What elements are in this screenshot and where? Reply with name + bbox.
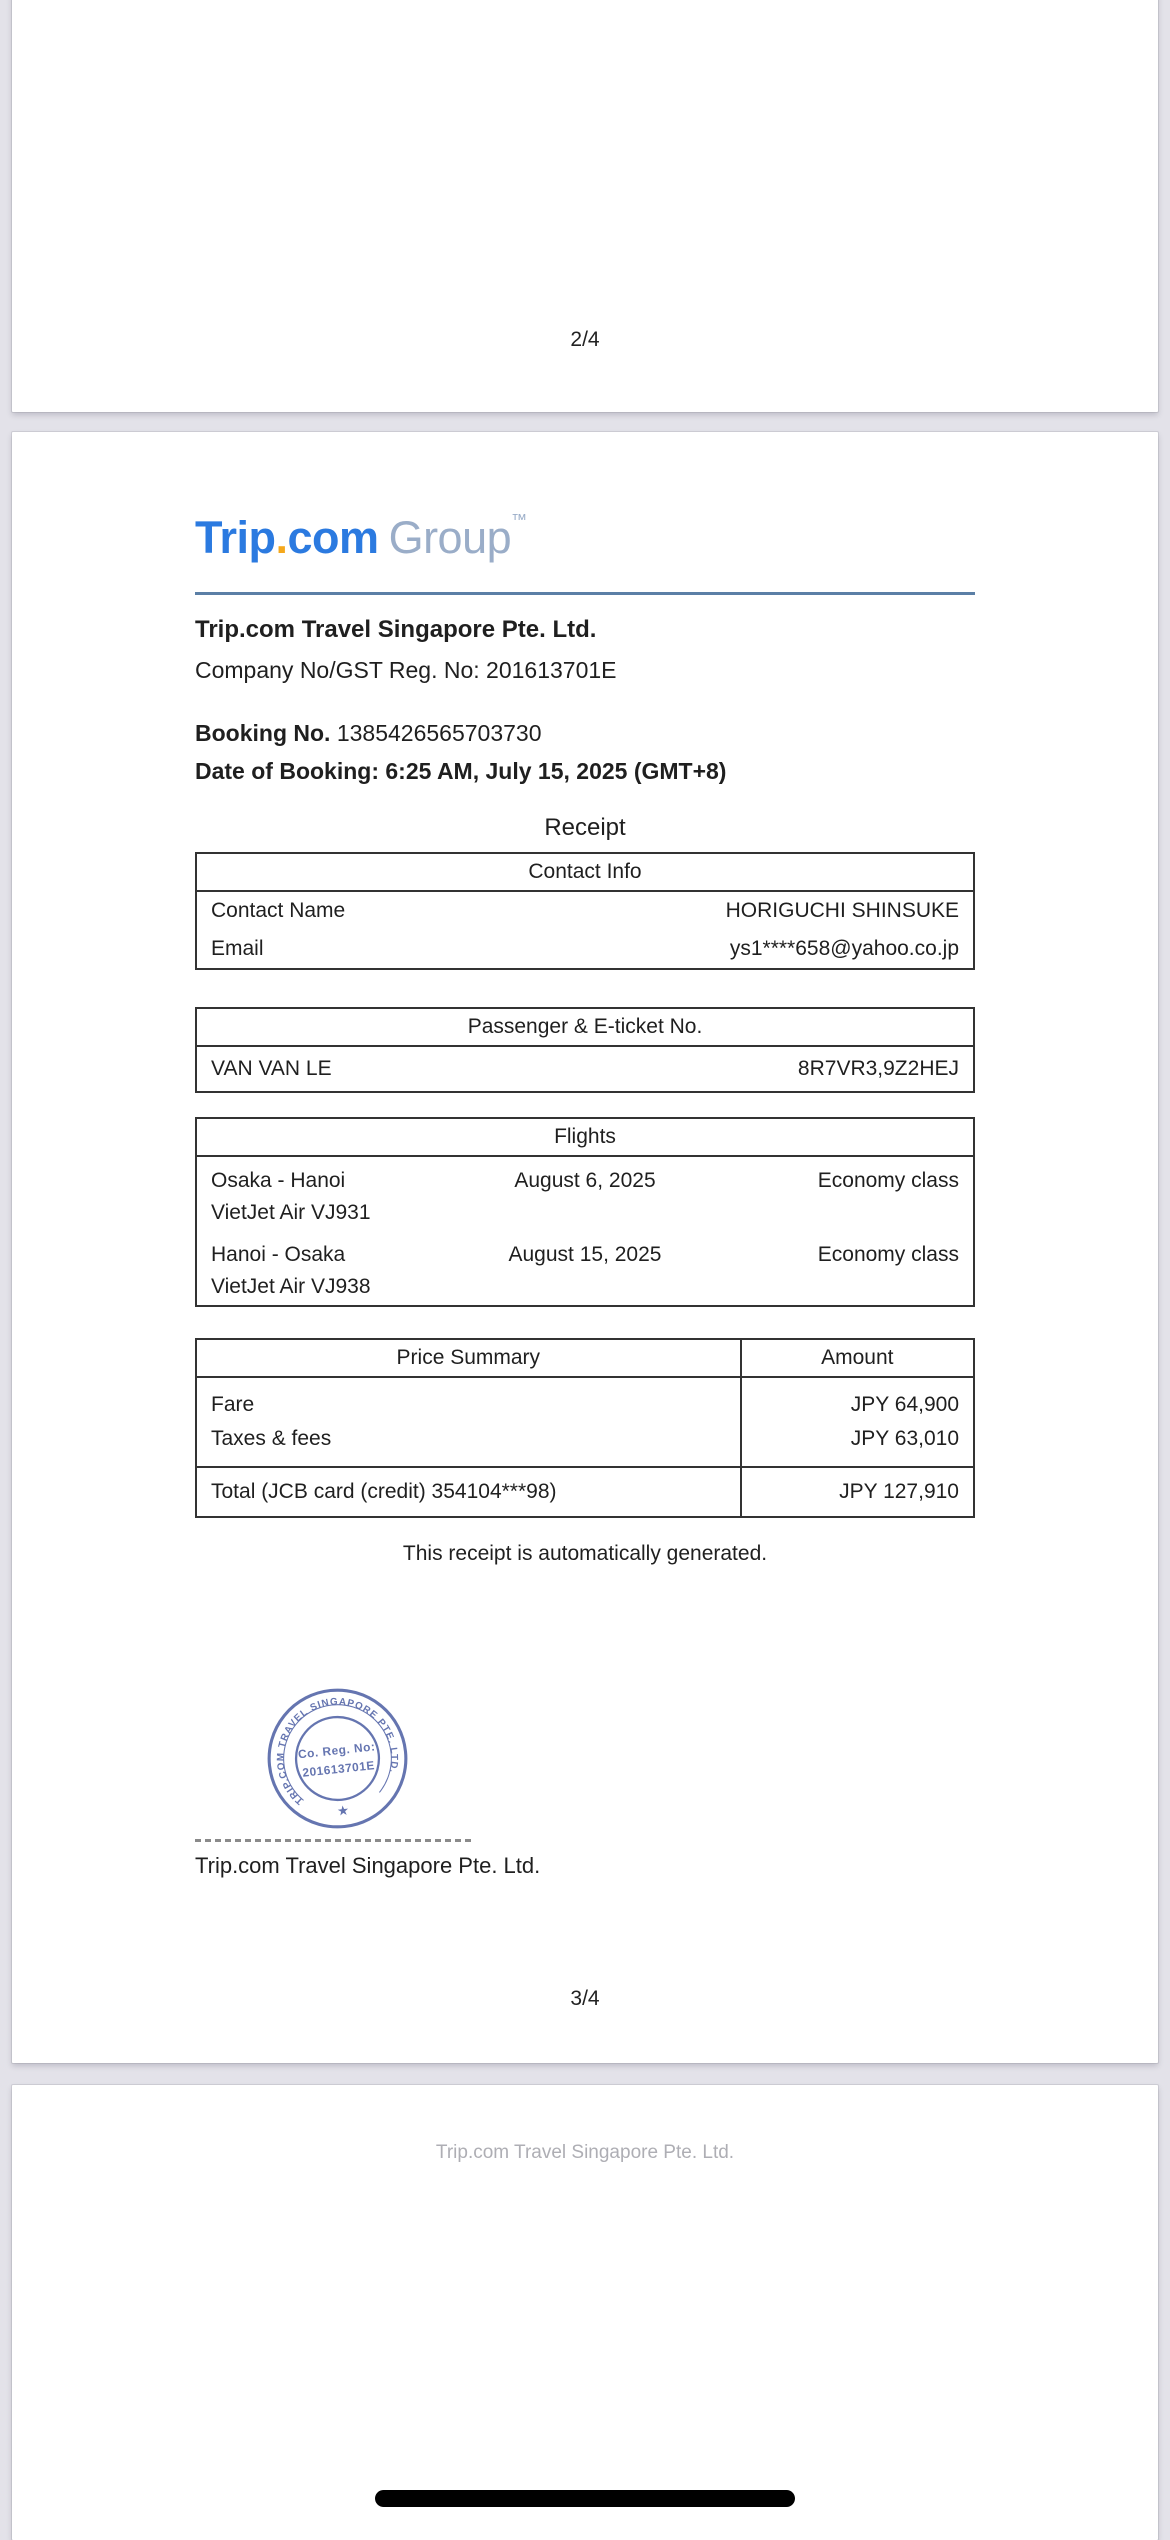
pdf-page-2 (12, 0, 1158, 412)
signature-company-name: Trip.com Travel Singapore Pte. Ltd. (195, 1853, 541, 1878)
stamp-star-icon: ★ (336, 1802, 350, 1819)
contact-name-value: HORIGUCHI SHINSUKE (725, 899, 959, 922)
contact-info-header: Contact Info (197, 854, 973, 892)
email-label: Email (211, 937, 264, 960)
tripcom-group-logo (195, 496, 975, 563)
page-number-2: 2/4 (570, 328, 600, 351)
logo-trip-text: Trip (195, 512, 276, 563)
eticket-number: 8R7VR3,9Z2HEJ (797, 1057, 959, 1080)
logo-com-text: com (287, 512, 379, 563)
price-summary-table (195, 1338, 975, 1518)
flight-route: Osaka - Hanoi (211, 1169, 346, 1192)
receipt-content (12, 496, 1158, 1880)
header-divider-line (195, 592, 975, 595)
table-row (197, 930, 973, 968)
flight-airline: VietJet Air VJ938 (211, 1275, 371, 1298)
booking-number-label: Booking No. (195, 720, 331, 746)
table-row (197, 892, 973, 930)
email-value: ys1****658@yahoo.co.jp (729, 937, 959, 960)
flight-route: Hanoi - Osaka (211, 1243, 346, 1266)
flight-row (197, 1157, 973, 1231)
company-registration: Company No/GST Reg. No: 201613701E (195, 657, 617, 683)
fare-amount: JPY 64,900 (850, 1393, 959, 1416)
stamp-ring-text: TRIP.COM TRAVEL SINGAPORE PTE. LTD. (275, 1696, 400, 1807)
home-indicator[interactable] (375, 2490, 795, 2507)
logo-dot: . (275, 512, 288, 563)
flight-cabin-class: Economy class (817, 1243, 959, 1266)
logo-group-text: Group (388, 512, 512, 563)
flight-cabin-class: Economy class (817, 1169, 959, 1192)
taxes-fees-amount: JPY 63,010 (850, 1427, 959, 1450)
table-row (197, 1047, 973, 1091)
passenger-table-header: Passenger & E-ticket No. (197, 1009, 973, 1047)
pdf-page-4 (12, 2085, 1158, 2540)
stamp-reg-label: Co. Reg. No: (297, 1739, 376, 1762)
booking-number-line (195, 717, 975, 749)
pdf-page-3 (12, 432, 1158, 2063)
receipt-title: Receipt (544, 814, 626, 841)
stamp-reg-number: 201613701E (301, 1758, 376, 1780)
amount-header: Amount (741, 1339, 974, 1377)
flights-table-header: Flights (197, 1119, 973, 1157)
taxes-fees-label: Taxes & fees (211, 1427, 332, 1450)
total-amount: JPY 127,910 (741, 1467, 974, 1517)
contact-name-label: Contact Name (211, 899, 346, 922)
company-stamp-seal (265, 1686, 410, 1831)
fare-label: Fare (211, 1393, 255, 1416)
price-summary-header: Price Summary (196, 1339, 741, 1377)
flight-date: August 6, 2025 (514, 1169, 656, 1192)
booking-number-value: 1385426565703730 (336, 720, 542, 746)
auto-generated-note: This receipt is automatically generated. (402, 1542, 768, 1565)
passenger-name: VAN VAN LE (211, 1057, 332, 1080)
page-number-3: 3/4 (570, 1987, 600, 2010)
company-name: Trip.com Travel Singapore Pte. Ltd. (195, 616, 597, 643)
logo-trademark: ™ (511, 512, 527, 529)
booking-date-line: Date of Booking: 6:25 AM, July 15, 2025 (GMT+8) (195, 758, 727, 784)
page4-company-footer: Trip.com Travel Singapore Pte. Ltd. (435, 2142, 735, 2163)
flight-row (197, 1231, 973, 1305)
flight-date: August 15, 2025 (508, 1243, 662, 1266)
flight-airline: VietJet Air VJ931 (211, 1201, 371, 1224)
contact-info-table (195, 852, 975, 970)
passenger-eticket-table (195, 1007, 975, 1093)
signature-dashed-line (195, 1839, 473, 1842)
flights-table (195, 1117, 975, 1307)
total-label: Total (JCB card (credit) 354104***98) (196, 1467, 741, 1517)
